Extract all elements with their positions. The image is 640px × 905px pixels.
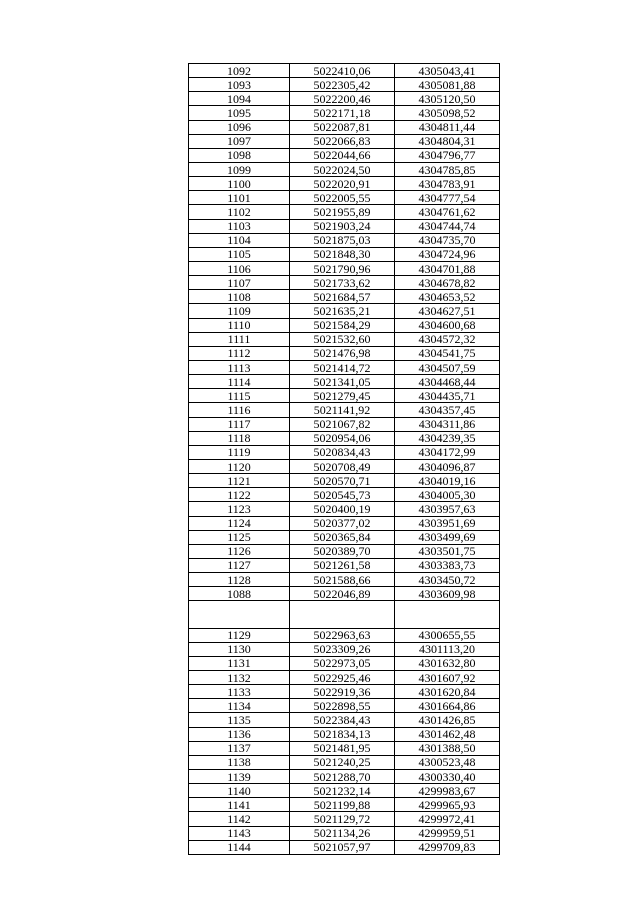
point-number-cell: 1144 <box>189 840 290 854</box>
x-coordinate-cell: 5021584,29 <box>290 318 395 332</box>
x-coordinate-cell: 5020365,84 <box>290 530 395 544</box>
y-coordinate-cell: 4304783,91 <box>395 177 500 191</box>
point-number-cell <box>189 601 290 615</box>
table-row <box>189 671 500 685</box>
point-number-cell: 1136 <box>189 727 290 741</box>
table-row <box>189 544 500 558</box>
y-coordinate-cell: 4304005,30 <box>395 488 500 502</box>
point-number-cell: 1111 <box>189 332 290 346</box>
x-coordinate-cell: 5021684,57 <box>290 290 395 304</box>
x-coordinate-cell: 5020954,06 <box>290 431 395 445</box>
y-coordinate-cell <box>395 601 500 615</box>
point-number-cell: 1115 <box>189 389 290 403</box>
x-coordinate-cell: 5021834,13 <box>290 727 395 741</box>
table-row <box>189 713 500 727</box>
table-row <box>189 642 500 656</box>
y-coordinate-cell: 4304572,32 <box>395 332 500 346</box>
table-row <box>189 417 500 431</box>
x-coordinate-cell <box>290 601 395 615</box>
x-coordinate-cell: 5022005,55 <box>290 191 395 205</box>
point-number-cell: 1117 <box>189 417 290 431</box>
y-coordinate-cell: 4305098,52 <box>395 106 500 120</box>
x-coordinate-cell: 5021875,03 <box>290 233 395 247</box>
table-row <box>189 656 500 670</box>
point-number-cell: 1139 <box>189 770 290 784</box>
x-coordinate-cell: 5021240,25 <box>290 755 395 769</box>
table-row <box>189 177 500 191</box>
point-number-cell: 1096 <box>189 120 290 134</box>
x-coordinate-cell: 5020389,70 <box>290 544 395 558</box>
x-coordinate-cell: 5022087,81 <box>290 120 395 134</box>
x-coordinate-cell: 5020400,19 <box>290 502 395 516</box>
x-coordinate-cell: 5022973,05 <box>290 656 395 670</box>
table-row <box>189 318 500 332</box>
x-coordinate-cell: 5021476,98 <box>290 346 395 360</box>
point-number-cell: 1134 <box>189 699 290 713</box>
point-number-cell: 1093 <box>189 78 290 92</box>
table-row <box>189 459 500 473</box>
x-coordinate-cell: 5022963,63 <box>290 628 395 642</box>
point-number-cell: 1107 <box>189 276 290 290</box>
x-coordinate-cell: 5023309,26 <box>290 642 395 656</box>
table-row <box>189 685 500 699</box>
y-coordinate-cell: 4304172,99 <box>395 445 500 459</box>
y-coordinate-cell: 4304744,74 <box>395 219 500 233</box>
x-coordinate-cell: 5020377,02 <box>290 516 395 530</box>
table-row <box>189 573 500 587</box>
table-row <box>189 755 500 769</box>
point-number-cell: 1109 <box>189 304 290 318</box>
x-coordinate-cell: 5020570,71 <box>290 474 395 488</box>
x-coordinate-cell: 5022925,46 <box>290 671 395 685</box>
x-coordinate-cell <box>290 614 395 628</box>
x-coordinate-cell: 5021481,95 <box>290 741 395 755</box>
y-coordinate-cell: 4304541,75 <box>395 346 500 360</box>
point-number-cell: 1126 <box>189 544 290 558</box>
table-row <box>189 389 500 403</box>
x-coordinate-cell: 5022898,55 <box>290 699 395 713</box>
y-coordinate-cell: 4301462,48 <box>395 727 500 741</box>
table-row <box>189 474 500 488</box>
y-coordinate-cell: 4304096,87 <box>395 459 500 473</box>
table-row <box>189 445 500 459</box>
y-coordinate-cell: 4304435,71 <box>395 389 500 403</box>
point-number-cell: 1135 <box>189 713 290 727</box>
x-coordinate-cell: 5022919,36 <box>290 685 395 699</box>
point-number-cell: 1124 <box>189 516 290 530</box>
x-coordinate-cell: 5021141,92 <box>290 403 395 417</box>
table-row <box>189 614 500 628</box>
table-row <box>189 784 500 798</box>
x-coordinate-cell: 5021261,58 <box>290 558 395 572</box>
x-coordinate-cell: 5021288,70 <box>290 770 395 784</box>
y-coordinate-cell: 4304468,44 <box>395 375 500 389</box>
table-row <box>189 205 500 219</box>
point-number-cell: 1118 <box>189 431 290 445</box>
y-coordinate-cell: 4304019,16 <box>395 474 500 488</box>
y-coordinate-cell: 4304724,96 <box>395 247 500 261</box>
x-coordinate-cell: 5021733,62 <box>290 276 395 290</box>
y-coordinate-cell: 4304761,62 <box>395 205 500 219</box>
point-number-cell: 1116 <box>189 403 290 417</box>
y-coordinate-cell: 4304627,51 <box>395 304 500 318</box>
table-row <box>189 628 500 642</box>
table-row <box>189 812 500 826</box>
x-coordinate-cell: 5021955,89 <box>290 205 395 219</box>
table-row <box>189 502 500 516</box>
y-coordinate-cell: 4303951,69 <box>395 516 500 530</box>
point-number-cell: 1137 <box>189 741 290 755</box>
x-coordinate-cell: 5021790,96 <box>290 261 395 275</box>
table-row <box>189 304 500 318</box>
y-coordinate-cell: 4303383,73 <box>395 558 500 572</box>
coordinates-table <box>188 63 500 855</box>
table-row <box>189 233 500 247</box>
y-coordinate-cell: 4304239,35 <box>395 431 500 445</box>
point-number-cell: 1142 <box>189 812 290 826</box>
table-row <box>189 530 500 544</box>
y-coordinate-cell: 4299972,41 <box>395 812 500 826</box>
table-row <box>189 741 500 755</box>
x-coordinate-cell: 5020834,43 <box>290 445 395 459</box>
x-coordinate-cell: 5021341,05 <box>290 375 395 389</box>
y-coordinate-cell: 4304804,31 <box>395 134 500 148</box>
x-coordinate-cell: 5021129,72 <box>290 812 395 826</box>
y-coordinate-cell: 4304796,77 <box>395 148 500 162</box>
y-coordinate-cell: 4301620,84 <box>395 685 500 699</box>
y-coordinate-cell: 4303499,69 <box>395 530 500 544</box>
y-coordinate-cell: 4301426,85 <box>395 713 500 727</box>
point-number-cell: 1120 <box>189 459 290 473</box>
y-coordinate-cell: 4303609,98 <box>395 587 500 601</box>
y-coordinate-cell: 4305120,50 <box>395 92 500 106</box>
y-coordinate-cell: 4303501,75 <box>395 544 500 558</box>
x-coordinate-cell: 5022305,42 <box>290 78 395 92</box>
coordinates-table-body <box>189 64 500 855</box>
point-number-cell: 1128 <box>189 573 290 587</box>
point-number-cell <box>189 614 290 628</box>
y-coordinate-cell: 4304701,88 <box>395 261 500 275</box>
point-number-cell: 1132 <box>189 671 290 685</box>
point-number-cell: 1143 <box>189 826 290 840</box>
x-coordinate-cell: 5022020,91 <box>290 177 395 191</box>
y-coordinate-cell: 4305043,41 <box>395 64 500 78</box>
point-number-cell: 1102 <box>189 205 290 219</box>
y-coordinate-cell: 4304600,68 <box>395 318 500 332</box>
x-coordinate-cell: 5022044,66 <box>290 148 395 162</box>
table-row <box>189 727 500 741</box>
table-row <box>189 247 500 261</box>
table-row <box>189 431 500 445</box>
y-coordinate-cell: 4301113,20 <box>395 642 500 656</box>
table-row <box>189 516 500 530</box>
y-coordinate-cell: 4304735,70 <box>395 233 500 247</box>
table-row <box>189 826 500 840</box>
y-coordinate-cell: 4304311,86 <box>395 417 500 431</box>
y-coordinate-cell <box>395 614 500 628</box>
point-number-cell: 1095 <box>189 106 290 120</box>
y-coordinate-cell: 4300330,40 <box>395 770 500 784</box>
point-number-cell: 1123 <box>189 502 290 516</box>
y-coordinate-cell: 4304777,54 <box>395 191 500 205</box>
y-coordinate-cell: 4299983,67 <box>395 784 500 798</box>
x-coordinate-cell: 5021279,45 <box>290 389 395 403</box>
point-number-cell: 1141 <box>189 798 290 812</box>
y-coordinate-cell: 4305081,88 <box>395 78 500 92</box>
y-coordinate-cell: 4301664,86 <box>395 699 500 713</box>
table-row <box>189 261 500 275</box>
x-coordinate-cell: 5022384,43 <box>290 713 395 727</box>
x-coordinate-cell: 5022066,83 <box>290 134 395 148</box>
y-coordinate-cell: 4299709,83 <box>395 840 500 854</box>
x-coordinate-cell: 5022200,46 <box>290 92 395 106</box>
y-coordinate-cell: 4304785,85 <box>395 162 500 176</box>
point-number-cell: 1127 <box>189 558 290 572</box>
point-number-cell: 1101 <box>189 191 290 205</box>
y-coordinate-cell: 4304653,52 <box>395 290 500 304</box>
point-number-cell: 1104 <box>189 233 290 247</box>
table-row <box>189 346 500 360</box>
point-number-cell: 1138 <box>189 755 290 769</box>
x-coordinate-cell: 5021057,97 <box>290 840 395 854</box>
point-number-cell: 1088 <box>189 587 290 601</box>
table-row <box>189 134 500 148</box>
table-row <box>189 360 500 374</box>
table-row <box>189 699 500 713</box>
x-coordinate-cell: 5021588,66 <box>290 573 395 587</box>
point-number-cell: 1097 <box>189 134 290 148</box>
point-number-cell: 1125 <box>189 530 290 544</box>
table-row <box>189 770 500 784</box>
table-row <box>189 191 500 205</box>
x-coordinate-cell: 5020708,49 <box>290 459 395 473</box>
point-number-cell: 1131 <box>189 656 290 670</box>
point-number-cell: 1092 <box>189 64 290 78</box>
point-number-cell: 1100 <box>189 177 290 191</box>
point-number-cell: 1099 <box>189 162 290 176</box>
table-row <box>189 92 500 106</box>
table-row <box>189 276 500 290</box>
x-coordinate-cell: 5021635,21 <box>290 304 395 318</box>
table-row <box>189 148 500 162</box>
y-coordinate-cell: 4304811,44 <box>395 120 500 134</box>
table-row <box>189 290 500 304</box>
point-number-cell: 1112 <box>189 346 290 360</box>
point-number-cell: 1094 <box>189 92 290 106</box>
x-coordinate-cell: 5021232,14 <box>290 784 395 798</box>
table-row <box>189 219 500 233</box>
x-coordinate-cell: 5022046,89 <box>290 587 395 601</box>
table-row <box>189 162 500 176</box>
point-number-cell: 1113 <box>189 360 290 374</box>
point-number-cell: 1105 <box>189 247 290 261</box>
table-row <box>189 558 500 572</box>
point-number-cell: 1106 <box>189 261 290 275</box>
point-number-cell: 1098 <box>189 148 290 162</box>
y-coordinate-cell: 4303450,72 <box>395 573 500 587</box>
x-coordinate-cell: 5021903,24 <box>290 219 395 233</box>
y-coordinate-cell: 4299959,51 <box>395 826 500 840</box>
x-coordinate-cell: 5022410,06 <box>290 64 395 78</box>
y-coordinate-cell: 4301607,92 <box>395 671 500 685</box>
x-coordinate-cell: 5021199,88 <box>290 798 395 812</box>
table-row <box>189 798 500 812</box>
table-row <box>189 587 500 601</box>
point-number-cell: 1122 <box>189 488 290 502</box>
x-coordinate-cell: 5021067,82 <box>290 417 395 431</box>
table-row <box>189 840 500 854</box>
table-row <box>189 120 500 134</box>
x-coordinate-cell: 5021134,26 <box>290 826 395 840</box>
x-coordinate-cell: 5021414,72 <box>290 360 395 374</box>
point-number-cell: 1114 <box>189 375 290 389</box>
table-row <box>189 601 500 615</box>
point-number-cell: 1133 <box>189 685 290 699</box>
y-coordinate-cell: 4300523,48 <box>395 755 500 769</box>
point-number-cell: 1103 <box>189 219 290 233</box>
point-number-cell: 1119 <box>189 445 290 459</box>
point-number-cell: 1140 <box>189 784 290 798</box>
point-number-cell: 1110 <box>189 318 290 332</box>
y-coordinate-cell: 4301388,50 <box>395 741 500 755</box>
point-number-cell: 1108 <box>189 290 290 304</box>
y-coordinate-cell: 4299965,93 <box>395 798 500 812</box>
y-coordinate-cell: 4304357,45 <box>395 403 500 417</box>
table-row <box>189 488 500 502</box>
y-coordinate-cell: 4304678,82 <box>395 276 500 290</box>
table-row <box>189 332 500 346</box>
x-coordinate-cell: 5020545,73 <box>290 488 395 502</box>
table-row <box>189 64 500 78</box>
y-coordinate-cell: 4301632,80 <box>395 656 500 670</box>
point-number-cell: 1130 <box>189 642 290 656</box>
x-coordinate-cell: 5022024,50 <box>290 162 395 176</box>
x-coordinate-cell: 5021848,30 <box>290 247 395 261</box>
x-coordinate-cell: 5022171,18 <box>290 106 395 120</box>
y-coordinate-cell: 4304507,59 <box>395 360 500 374</box>
y-coordinate-cell: 4300655,55 <box>395 628 500 642</box>
point-number-cell: 1121 <box>189 474 290 488</box>
y-coordinate-cell: 4303957,63 <box>395 502 500 516</box>
table-row <box>189 106 500 120</box>
table-row <box>189 375 500 389</box>
point-number-cell: 1129 <box>189 628 290 642</box>
table-row <box>189 78 500 92</box>
table-row <box>189 403 500 417</box>
x-coordinate-cell: 5021532,60 <box>290 332 395 346</box>
